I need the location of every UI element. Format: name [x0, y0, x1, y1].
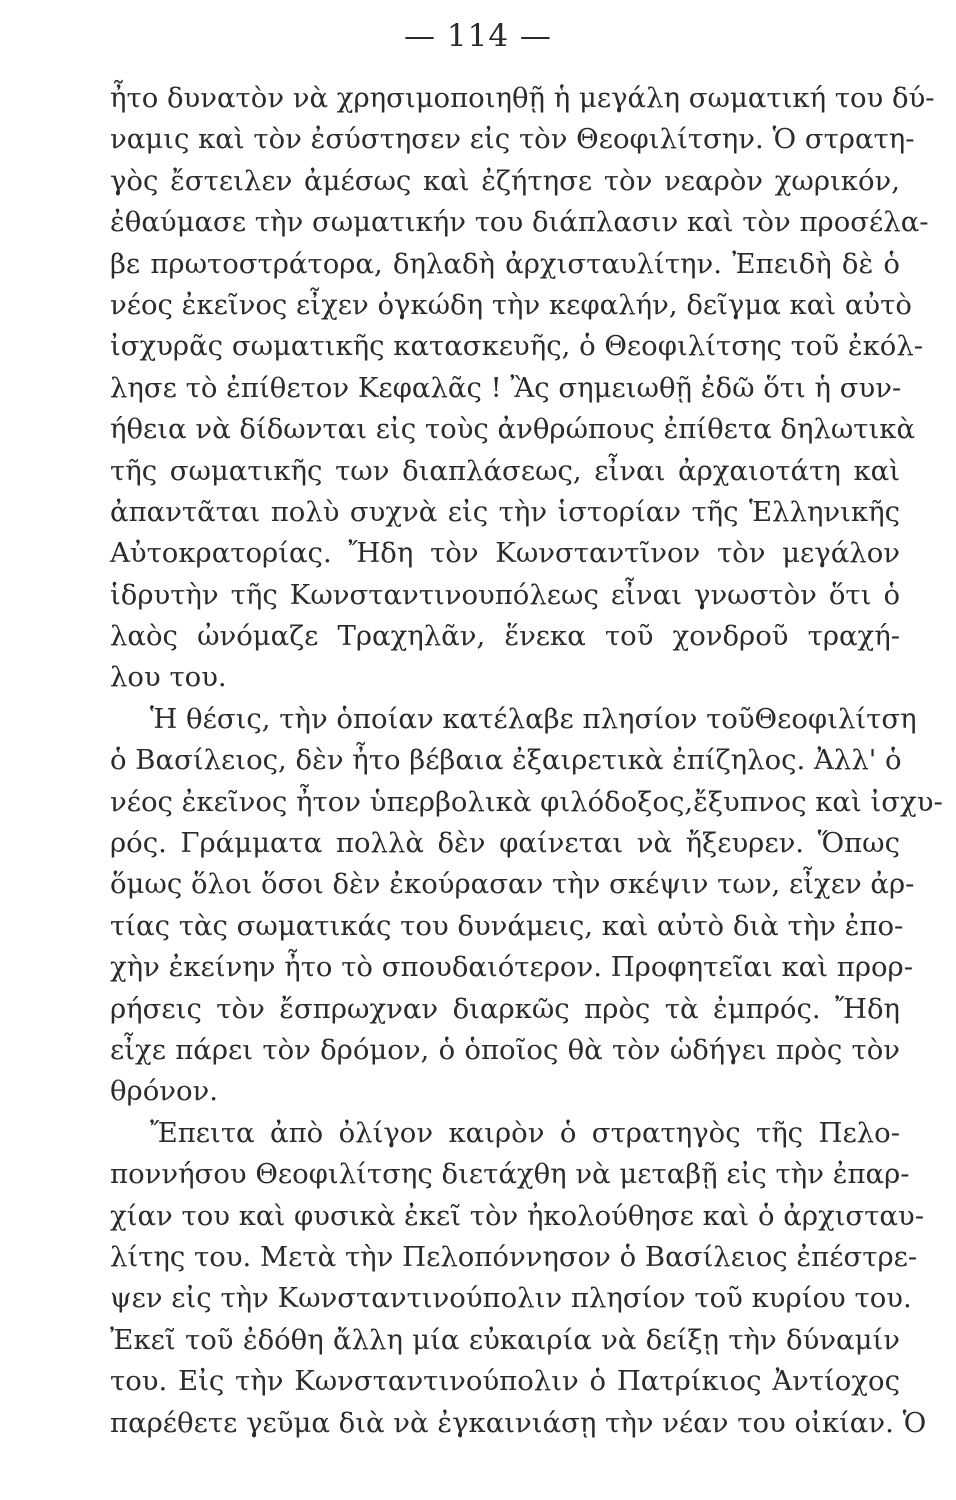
text-line: γὸς ἔστειλεν ἀμέσως καὶ ἐζήτησε τὸν νεαρὸν χωρικόν, — [110, 164, 900, 197]
text-line: ἐθαύμασε τὴν σωματικήν του διάπλασιν καὶ τὸν προσέλα- — [110, 206, 929, 239]
text-line: ρήσεις τὸν ἔσπρωχναν διαρκῶς πρὸς τὰ ἐμπρός. Ἤδη — [110, 992, 900, 1025]
text-line: λαὸς ὠνόμαζε Τραχηλᾶν, ἕνεκα τοῦ χονδροῦ τραχή- — [110, 620, 900, 653]
text-line: ἱδρυτὴν τῆς Κωνσταντινουπόλεως εἶναι γνωστὸν ὅτι ὁ — [110, 578, 900, 611]
text-line: ἦτο δυνατὸν νὰ χρησιμοποιηθῇ ἡ μεγάλη σωματική του δύ- — [110, 82, 935, 114]
text-line: χίαν του καὶ φυσικὰ ἐκεῖ τὸν ἠκολούθησε καὶ ὁ ἀρχισταυ- — [110, 1199, 925, 1232]
body-text — [110, 78, 943, 1444]
text-line: λου του. — [110, 661, 227, 694]
text-line: Αὐτοκρατορίας. Ἤδη τὸν Κωνσταντῖνον τὸν μεγάλον — [110, 537, 900, 570]
text-line: ρός. Γράμματα πολλὰ δὲν φαίνεται νὰ ἤξευρεν. Ὅπως — [110, 827, 900, 860]
text-line: βε πρωτοστράτορα, δηλαδὴ ἀρχισταυλίτην. Ἐπειδὴ δὲ ὁ — [110, 247, 900, 280]
text-line: χὴν ἐκείνην ἦτο τὸ σπουδαιότερον. Προφητεῖαι καὶ προρ- — [110, 951, 914, 984]
text-line: τίας τὰς σωματικάς του δυνάμεις, καὶ αὐτὸ διὰ τὴν ἐπο- — [110, 909, 904, 942]
page-number: — 114 — — [404, 18, 552, 54]
text-line: Ἔπειτα ἀπὸ ὀλίγον καιρὸν ὁ στρατηγὸς τῆς Πελο- — [150, 1116, 900, 1149]
text-line: ἰσχυρᾶς σωματικῆς κατασκευῆς, ὁ Θεοφιλίτσης τοῦ ἐκόλ- — [110, 330, 924, 363]
text-line: ὁ Βασίλειος, δὲν ἦτο βέβαια ἐξαιρετικὰ ἐπίζηλος. Ἀλλ' ὁ — [110, 744, 902, 777]
text-line: εἶχε πάρει τὸν δρόμον, ὁ ὁποῖος θὰ τὸν ὡδήγει πρὸς τὸν — [110, 1033, 900, 1066]
text-line: του. Εἰς τὴν Κωνσταντινούπολιν ὁ Πατρίκιος Ἀντίοχος — [110, 1365, 900, 1398]
text-line: Ἐκεῖ τοῦ ἐδόθη ἄλλη μία εὐκαιρία νὰ δείξῃ τὴν δύναμίν — [110, 1323, 900, 1356]
text-line: παρέθετε γεῦμα διὰ νὰ ἐγκαινιάσῃ τὴν νέαν του οἰκίαν. Ὁ — [110, 1406, 927, 1439]
text-line: ὅμως ὅλοι ὅσοι δὲν ἐκούρασαν τὴν σκέψιν των, εἶχεν ἀρ- — [110, 868, 915, 901]
text-line: τῆς σωματικῆς των διαπλάσεως, εἶναι ἀρχαιοτάτη καὶ — [110, 454, 900, 487]
text-line: λίτης του. Μετὰ τὴν Πελοπόννησον ὁ Βασίλειος ἐπέστρε- — [110, 1240, 918, 1273]
text-line: ἀπαντᾶται πολὺ συχνὰ εἰς τὴν ἱστορίαν τῆς Ἑλληνικῆς — [110, 495, 900, 528]
text-line: ήθεια νὰ δίδωνται εἰς τοὺς ἀνθρώπους ἐπίθετα δηλωτικὰ — [110, 413, 916, 446]
text-line: λησε τὸ ἐπίθετον Κεφαλᾶς ! Ἂς σημειωθῇ ἐδῶ ὅτι ἡ συν- — [110, 371, 902, 404]
text-line: νέος ἐκεῖνος εἶχεν ὀγκώδη τὴν κεφαλήν, δεῖγμα καὶ αὐτὸ — [110, 288, 912, 321]
text-line: ψεν εἰς τὴν Κωνσταντινούπολιν πλησίον τοῦ κυρίου του. — [110, 1282, 912, 1315]
text-line: θρόνον. — [110, 1075, 219, 1108]
text-line: ποννήσου Θεοφιλίτσης διετάχθη νὰ μεταβῇ εἰς τὴν ἐπαρ- — [110, 1158, 910, 1191]
text-line: Ἡ θέσις, τὴν ὁποίαν κατέλαβε πλησίον τοῦΘεοφιλίτση — [150, 702, 917, 735]
text-line: ναμις καὶ τὸν ἐσύστησεν εἰς τὸν Θεοφιλίτσην. Ὁ στρατη- — [110, 123, 915, 156]
text-line: νέος ἐκεῖνος ἦτον ὑπερβολικὰ φιλόδοξος,ἔξυπνος καὶ ἰσχυ- — [110, 785, 943, 818]
